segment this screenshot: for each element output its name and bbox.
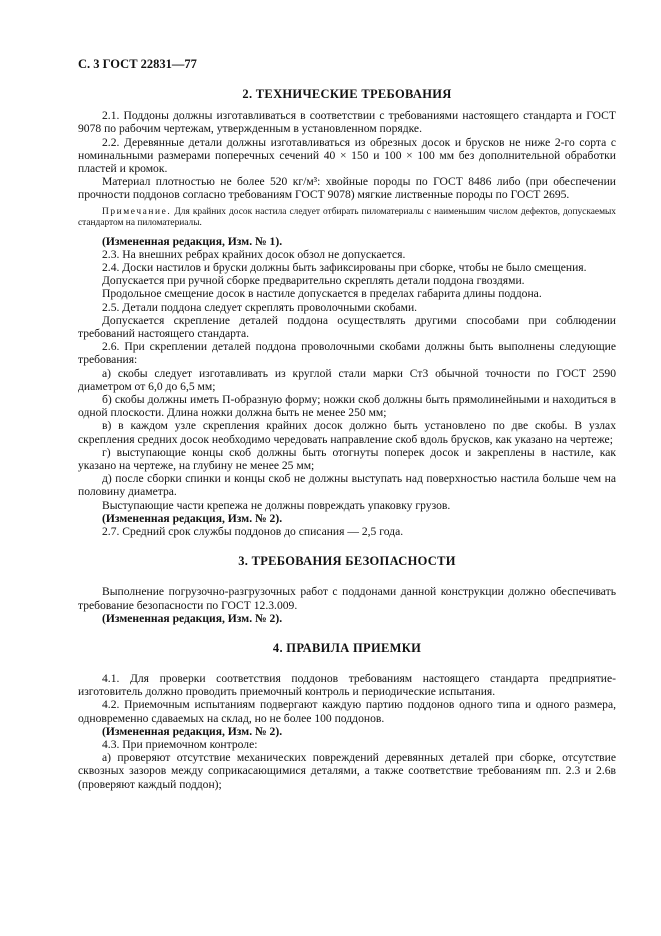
list-item-4-a: а) проверяют отсутствие механических повреждений деревянных деталей при сборке, отсутствие сквозных зазоров между соприкасающимися деталями, а также соответствие требованиям пп. 2.3 и 2.6в (проверяют каждый поддон);: [78, 751, 616, 791]
edit-note-4: (Измененная редакция, Изм. № 2).: [102, 724, 283, 738]
list-item-a: а) скобы следует изготавливать из круглой стали марки Ст3 обычной точности по ГОСТ 2590 диаметром от 6,0 до 6,5 мм;: [78, 366, 616, 393]
list-item-v: в) в каждом узле скрепления крайних досок должно быть установлено по две скобы. В узлах скрепления средних досок необходимо чередовать направление скоб вдоль брусков, как указано на чертеже;: [78, 419, 616, 446]
edit-note-3: (Измененная редакция, Изм. № 2).: [102, 611, 283, 625]
note-paragraph: [78, 207, 616, 230]
paragraph-2-3: 2.3. На внешних ребрах крайних досок обзол не допускается.: [102, 247, 406, 261]
list-item-b: б) скобы должны иметь П-образную форму; ножки скоб должны быть прямолинейными и находиться в одной плоскости. Длина ножки должна быть не менее 250 мм;: [78, 393, 616, 420]
document-page: [78, 58, 616, 791]
edit-note-2: (Измененная редакция, Изм. № 2).: [102, 511, 283, 525]
paragraph-3: Выполнение погрузочно-разгрузочных работ с поддонами данной конструкции должно обеспечивать требование безопасности по ГОСТ 12.3.009.: [78, 585, 616, 612]
section-2-title: 2. ТЕХНИЧЕСКИЕ ТРЕБОВАНИЯ: [242, 87, 452, 102]
paragraph-2-4: 2.4. Доски настилов и бруски должны быть зафиксированы при сборке, чтобы не было смещения.: [102, 261, 587, 275]
section-4-title: 4. ПРАВИЛА ПРИЕМКИ: [272, 640, 422, 655]
paragraph-shift: Продольное смещение досок в настиле допускается в пределах габарита длины поддона.: [102, 287, 542, 301]
paragraph-2-6: 2.6. При скреплении деталей поддона проволочными скобами должны быть выполнены следующие требования:: [78, 340, 616, 367]
paragraph-material: Материал плотностью не более 520 кг/м³: хвойные породы по ГОСТ 8486 либо (при обеспечении прочности поддонов согласно требованиям ГОСТ 9078) мягкие лиственные породы по ГОСТ 2695.: [78, 175, 616, 202]
list-item-g: г) выступающие концы скоб должны быть отогнуты поперек досок и закреплены в настиле, как указано на чертеже, на глубину не менее 25 мм;: [78, 445, 616, 473]
paragraph-2-1: 2.1. Поддоны должны изготавливаться в соответствии с требованиями настоящего стандарта и ГОСТ 9078 по рабочим чертежам, утвержденным в установленном порядке.: [78, 109, 616, 136]
note-text: Для крайних досок настила следует отбирать пиломатериалы с наименьшим числом дефектов, допускаемых стандартом на пиломатериалы.: [78, 206, 616, 229]
page-header: С. 3 ГОСТ 22831—77: [78, 57, 197, 71]
section-3-title: 3. ТРЕБОВАНИЯ БЕЗОПАСНОСТИ: [238, 554, 456, 569]
paragraph-nails: Допускается при ручной сборке предварительно скреплять детали поддона гвоздями.: [102, 274, 525, 288]
paragraph-fasteners: Выступающие части крепежа не должны повреждать упаковку грузов.: [102, 498, 451, 512]
paragraph-2-2: 2.2. Деревянные детали должны изготавливаться из обрезных досок и брусков не ниже 2-го сорта с номинальными размерами поперечных сечений 40 × 150 и 100 × 100 мм без дополнительной обработки пластей и кромок.: [78, 135, 616, 176]
paragraph-2-7: 2.7. Средний срок службы поддонов до списания — 2,5 года.: [102, 525, 404, 539]
paragraph-4-2: 4.2. Приемочным испытаниям подвергают каждую партию поддонов одного типа и одного размера, одновременно сдаваемых на склад, но не более 100 поддонов.: [78, 698, 616, 725]
list-item-d: д) после сборки спинки и концы скоб не должны выступать над поверхностью настила больше чем на половину диаметра.: [78, 472, 616, 499]
paragraph-2-5: 2.5. Детали поддона следует скреплять проволочными скобами.: [102, 300, 418, 314]
paragraph-4-1: 4.1. Для проверки соответствия поддонов требованиям настоящего стандарта предприятие-изготовитель должно проводить приемочный контроль и периодические испытания.: [78, 671, 616, 699]
note-label: Примечание.: [102, 206, 172, 217]
edit-note-1: (Измененная редакция, Изм. № 1).: [102, 234, 283, 248]
paragraph-4-3: 4.3. При приемочном контроле:: [102, 737, 258, 751]
paragraph-other-methods: Допускается скрепление деталей поддона осуществлять другими способами при соблюдении требований настоящего стандарта.: [78, 313, 616, 341]
